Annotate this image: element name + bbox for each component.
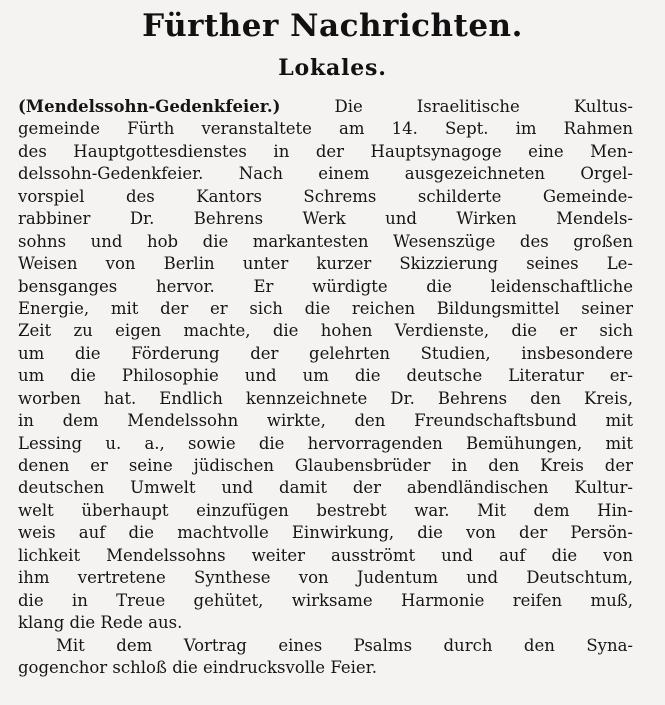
article-line: deutschen Umwelt und damit der abendländischen Kultur- [18, 478, 633, 498]
newspaper-headline: Fürther Nachrichten. [142, 8, 523, 44]
section-heading: Lokales. [278, 55, 387, 81]
article-line: weis auf die machtvolle Einwirkung, die von der Persön- [18, 523, 633, 543]
article-line: Zeit zu eigen machte, die hohen Verdienste, die er sich [18, 321, 633, 341]
article-line: rabbiner Dr. Behrens Werk und Wirken Mendels- [18, 209, 633, 229]
article-line: Energie, mit der er sich die reichen Bildungsmittel seiner [18, 298, 633, 318]
article-line: Mit dem Vortrag eines Psalms durch den Syna- [56, 635, 633, 655]
article-line: delssohn-Gedenkfeier. Nach einem ausgezeichneten Orgel- [18, 164, 633, 184]
article-lead-title: (Mendelssohn-Gedenkfeier.) [18, 97, 281, 116]
article-line: ihm vertretene Synthese von Judentum und Deutschtum, [18, 568, 633, 588]
article-body [18, 96, 633, 679]
article-line: welt überhaupt einzufügen bestrebt war. Mit dem Hin- [18, 500, 633, 520]
article-line [18, 96, 633, 118]
article-line: worben hat. Endlich kennzeichnete Dr. Behrens den Kreis, [18, 388, 633, 408]
article-line: vorspiel des Kantors Schrems schilderte Gemeinde- [18, 186, 633, 206]
article-line: gemeinde Fürth veranstaltete am 14. Sept. im Rahmen [18, 119, 633, 139]
article-line: des Hauptgottesdienstes in der Hauptsynagoge eine Men- [18, 141, 633, 161]
article-line: gogenchor schloß die eindrucksvolle Feier. [18, 657, 377, 677]
article-line: denen er seine jüdischen Glaubensbrüder in den Kreis der [18, 456, 633, 475]
article-line: um die Förderung der gelehrten Studien, insbesondere [18, 343, 633, 363]
article-line: Weisen von Berlin unter kurzer Skizzierung seines Le- [18, 254, 633, 274]
article-line: Lessing u. a., sowie die hervorragenden Bemühungen, mit [18, 433, 633, 453]
article-line: klang die Rede aus. [18, 613, 183, 633]
article-line: die in Treue gehütet, wirksame Harmonie reifen muß, [18, 590, 633, 610]
article-line-text: Die Israelitische Kultus- [334, 97, 633, 116]
article-line: um die Philosophie und um die deutsche Literatur er- [18, 366, 633, 386]
article-line: sohns und hob die markantesten Wesenszüge des großen [18, 231, 633, 251]
article-line: lichkeit Mendelssohns weiter ausströmt und auf die von [18, 545, 633, 565]
article-line: bensganges hervor. Er würdigte die leidenschaftliche [18, 276, 633, 296]
article-line: in dem Mendelssohn wirkte, den Freundschaftsbund mit [18, 411, 633, 431]
